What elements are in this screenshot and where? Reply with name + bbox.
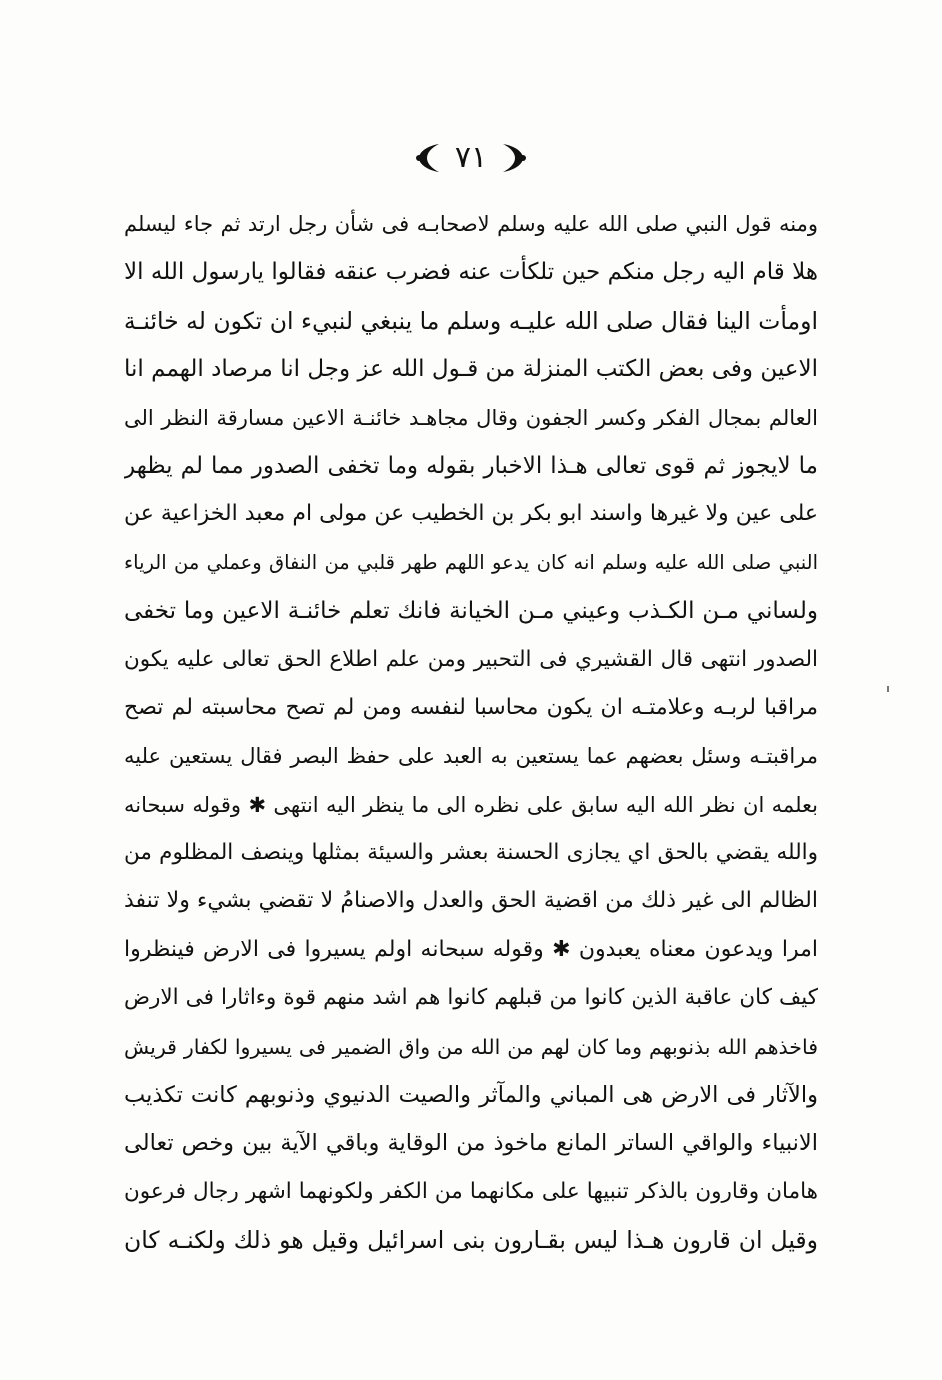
text-line: والآثار فى الارض هى المباني والمآثر والصيت الدنيوي وذنوبهم كانت تكذيب xyxy=(124,1082,818,1109)
text-line: والله يقضي بالحق اي يجازى الحسنة بعشر والسيئة بمثلها وينصف المظلوم من xyxy=(124,840,818,866)
ornament-left-icon xyxy=(413,141,441,175)
text-line: النبي صلى الله عليه وسلم انه كان يدعو اللهم طهر قلبي من النفاق وعملي من الرياء xyxy=(124,550,818,574)
text-line: ولساني مـن الكـذب وعيني مـن الخيانة فانك تعلم خائنـة الاعين وما تخفى xyxy=(124,598,818,625)
text-line: فاخذهم الله بذنوبهم وما كان لهم من الله من واق الضمير فى يسيروا لكفار قريش xyxy=(124,1034,818,1059)
text-line: ومنه قول النبي صلى الله عليه وسلم لاصحابـه فى شأن رجل ارتد ثم جاء ليسلم xyxy=(124,212,818,236)
ornament-right-icon xyxy=(501,141,529,175)
text-line: مراقبتـه وسئل بعضهم عما يستعين به العبد على حفظ البصر فقال يستعين عليه xyxy=(124,744,818,769)
text-line: على عين ولا غيرها واسند ابو بكر بن الخطيب عن مولى ام معبد الخزاعية عن xyxy=(124,501,818,527)
text-line: الانبياء والواقي الساتر المانع ماخوذ من الوقاية وباقي الآية بين وخص تعالى xyxy=(124,1130,818,1157)
text-line: اومأت الينا فقال صلى الله عليـه وسلم ما ينبغي لنبيء ان تكون له خائنـة xyxy=(124,306,818,335)
margin-mark xyxy=(887,686,889,692)
body-text xyxy=(124,200,818,1265)
text-line: كيف كان عاقبة الذين كانوا من قبلهم كانوا هم اشد منهم قوة وءاثارا فى الارض xyxy=(124,985,818,1011)
page-header xyxy=(0,133,942,183)
text-line: الظالم الى غير ذلك من اقضية الحق والعدل والاصنامُ لا تقضي بشيء ولا تنفذ xyxy=(124,888,818,914)
text-line: الصدور انتهى قال القشيري فى التحبير ومن علم اطلاع الحق تعالى عليه يكون xyxy=(124,646,818,672)
text-line: بعلمه ان نظر الله اليه سابق على نظره الى ما ينظر اليه انتهى ✱ وقوله سبحانه xyxy=(124,792,818,817)
page-number: ٧١ xyxy=(454,140,488,175)
text-line: امرا ويدعون معناه يعبدون ✱ وقوله سبحانه اولم يسيروا فى الارض فينظروا xyxy=(124,936,818,962)
text-line: مراقبا لربـه وعلامتـه ان يكون محاسبا لنفسه ومن لم تصح محاسبته لم تصح xyxy=(124,694,818,720)
text-line: هامان وقارون بالذكر تنبيها على مكانهما من الكفر ولكونهما اشهر رجال فرعون xyxy=(124,1178,818,1204)
text-line: هلا قام اليه رجل منكم حين تلكأت عنه فضرب عنقه فقالوا يارسول الله الا xyxy=(124,259,818,286)
page-number-ornament xyxy=(413,141,529,175)
text-line: ما لايجوز ثم قوى تعالى هـذا الاخبار بقوله وما تخفى الصدور مما لم يظهر xyxy=(124,452,818,479)
text-line: العالم بمجال الفكر وكسر الجفون وقال مجاهـد خائنـة الاعين مسارقة النظر الى xyxy=(124,405,818,430)
text-line: الاعين وفى بعض الكتب المنزلة من قـول الله عز وجل انا مرصاد الهمم انا xyxy=(124,356,818,383)
text-line: وقيل ان قارون هـذا ليس بقـارون بنى اسرائيل وقيل هو ذلك ولكنـه كان xyxy=(124,1226,818,1255)
